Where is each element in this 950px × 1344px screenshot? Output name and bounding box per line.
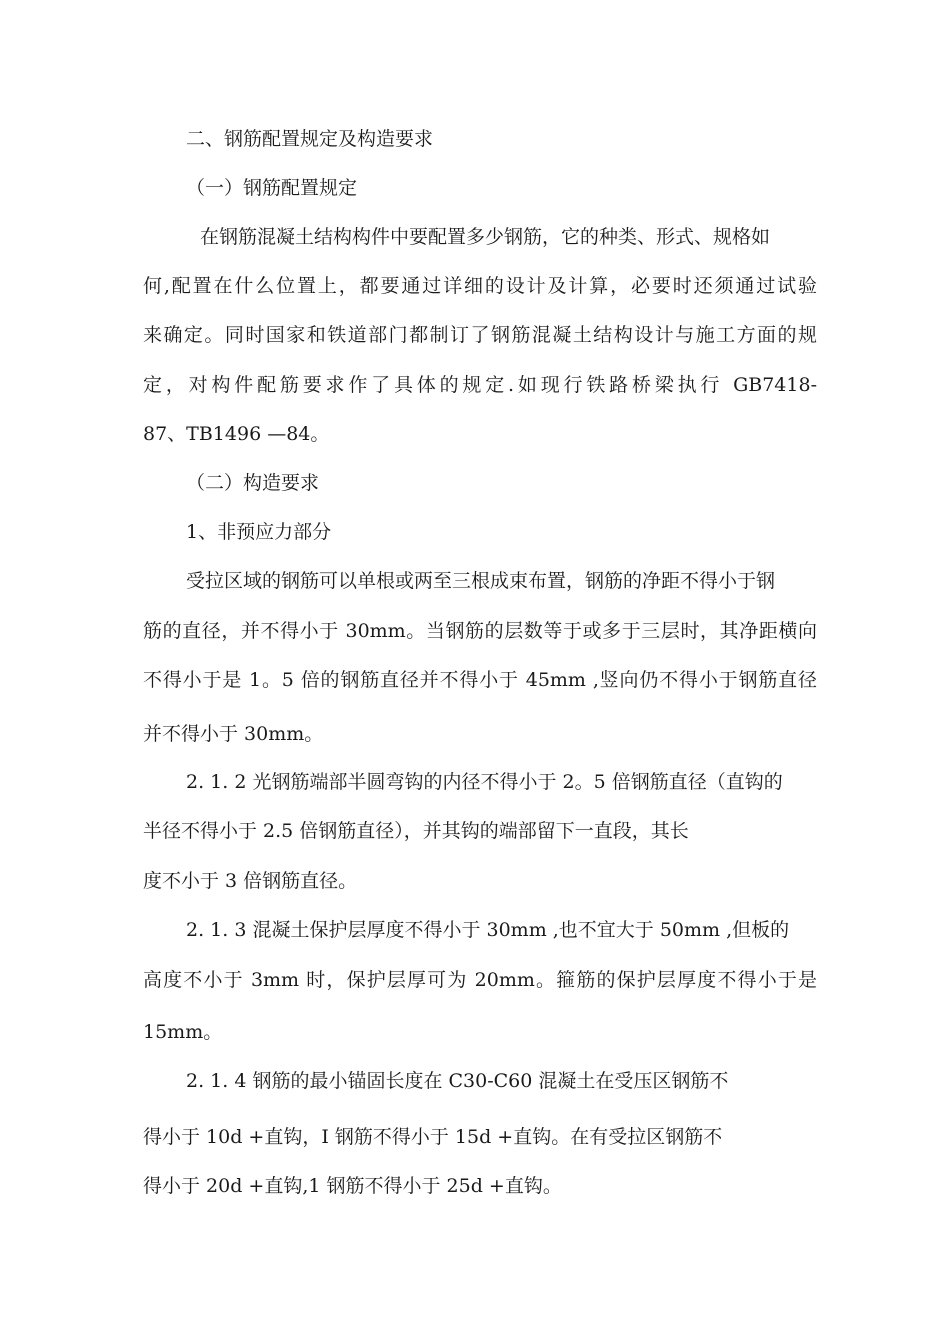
paragraph-line: 15mm。 [143,1021,223,1043]
paragraph-line: 受拉区域的钢筋可以单根或两至三根成束布置，钢筋的净距不得小于钢 [186,570,776,592]
paragraph-line: 得小于 10d +直钩，I 钢筋不得小于 15d +直钩。在有受拉区钢筋不 [143,1126,723,1148]
paragraph-line: 不得小于是 1。5 倍的钢筋直径并不得小于 45mm ,竖向仍不得小于钢筋直径 [143,669,817,691]
paragraph-line: 得小于 20d +直钩,1 钢筋不得小于 25d +直钩。 [143,1175,562,1197]
subsection-heading-2: （二）构造要求 [186,472,320,494]
paragraph-line: 何,配置在什么位置上，都要通过详细的设计及计算，必要时还须通过试验 [143,275,817,297]
paragraph-line: 来确定。同时国家和铁道部门都制订了钢筋混凝土结构设计与施工方面的规 [143,324,817,346]
section-heading: 二、钢筋配置规定及构造要求 [186,128,434,150]
paragraph-line: 半径不得小于 2.5 倍钢筋直径），并其钩的端部留下一直段，其长 [143,820,689,842]
paragraph-line: 在钢筋混凝土结构构件中要配置多少钢筋，它的种类、形式、规格如 [200,226,771,248]
paragraph-line: 高度不小于 3mm 时，保护层厚可为 20mm。箍筋的保护层厚度不得小于是 [143,969,817,991]
paragraph-line: 2. 1. 2 光钢筋端部半圆弯钩的内径不得小于 2。5 倍钢筋直径（直钩的 [186,771,783,793]
paragraph-line: 度不小于 3 倍钢筋直径。 [143,870,358,892]
item-heading: 1、非预应力部分 [186,521,332,543]
paragraph-line: 87、TB1496 —84。 [143,423,330,445]
paragraph-line: 2. 1. 4 钢筋的最小锚固长度在 C30-C60 混凝土在受压区钢筋不 [186,1070,729,1092]
paragraph-line: 2. 1. 3 混凝土保护层厚度不得小于 30mm ,也不宜大于 50mm ,但板的 [186,919,790,941]
paragraph-line: 筋的直径，并不得小于 30mm。当钢筋的层数等于或多于三层时，其净距横向 [143,620,817,642]
paragraph-line: 并不得小于 30mm。 [143,723,324,745]
subsection-heading-1: （一）钢筋配置规定 [186,177,358,199]
paragraph-line: 定，对构件配筋要求作了具体的规定.如现行铁路桥梁执行 GB7418- [143,374,817,396]
